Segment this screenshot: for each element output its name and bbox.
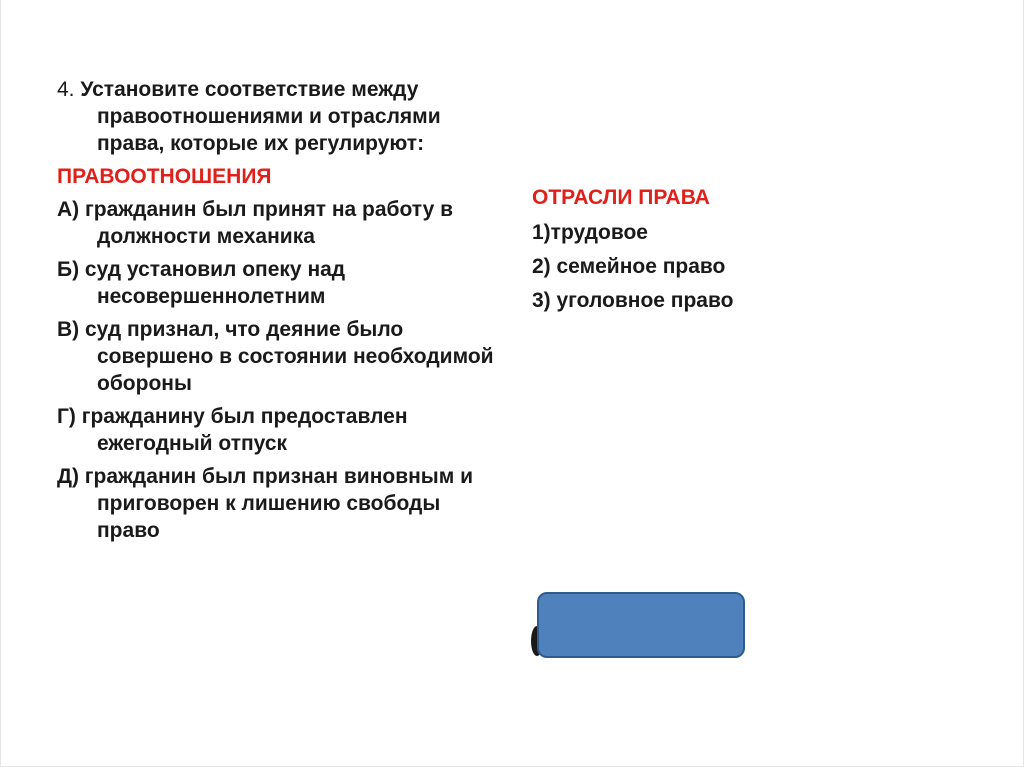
relation-item-g: Г) гражданину был предоставлен ежегодный отпуск bbox=[57, 405, 408, 455]
left-column bbox=[57, 76, 507, 550]
question-text bbox=[57, 76, 507, 157]
branch-item-2: 2) семейное право bbox=[532, 255, 726, 278]
relation-item-v: В) суд признал, что деяние было совершено в состоянии необходимой обороны bbox=[57, 318, 494, 395]
relation-item-a: А) гражданин был принят на работу в должности механика bbox=[57, 198, 454, 248]
relations-heading: ПРАВООТНОШЕНИЯ bbox=[57, 165, 272, 188]
relation-item-b: Б) суд установил опеку над несовершеннолетним bbox=[57, 258, 346, 308]
answer-cover-box[interactable] bbox=[537, 592, 745, 658]
question-body: Установите соответствие между правоотношениями и отраслями права, которые их регулируют: bbox=[80, 78, 441, 155]
branches-heading: ОТРАСЛИ ПРАВА bbox=[532, 186, 710, 209]
right-column bbox=[532, 182, 832, 321]
question-number: 4. bbox=[57, 78, 75, 101]
relation-item-d: Д) гражданин был признан виновным и приговорен к лишению свободы право bbox=[57, 465, 474, 542]
branch-item-1: 1)трудовое bbox=[532, 221, 648, 244]
branch-item-3: 3) уголовное право bbox=[532, 289, 734, 312]
